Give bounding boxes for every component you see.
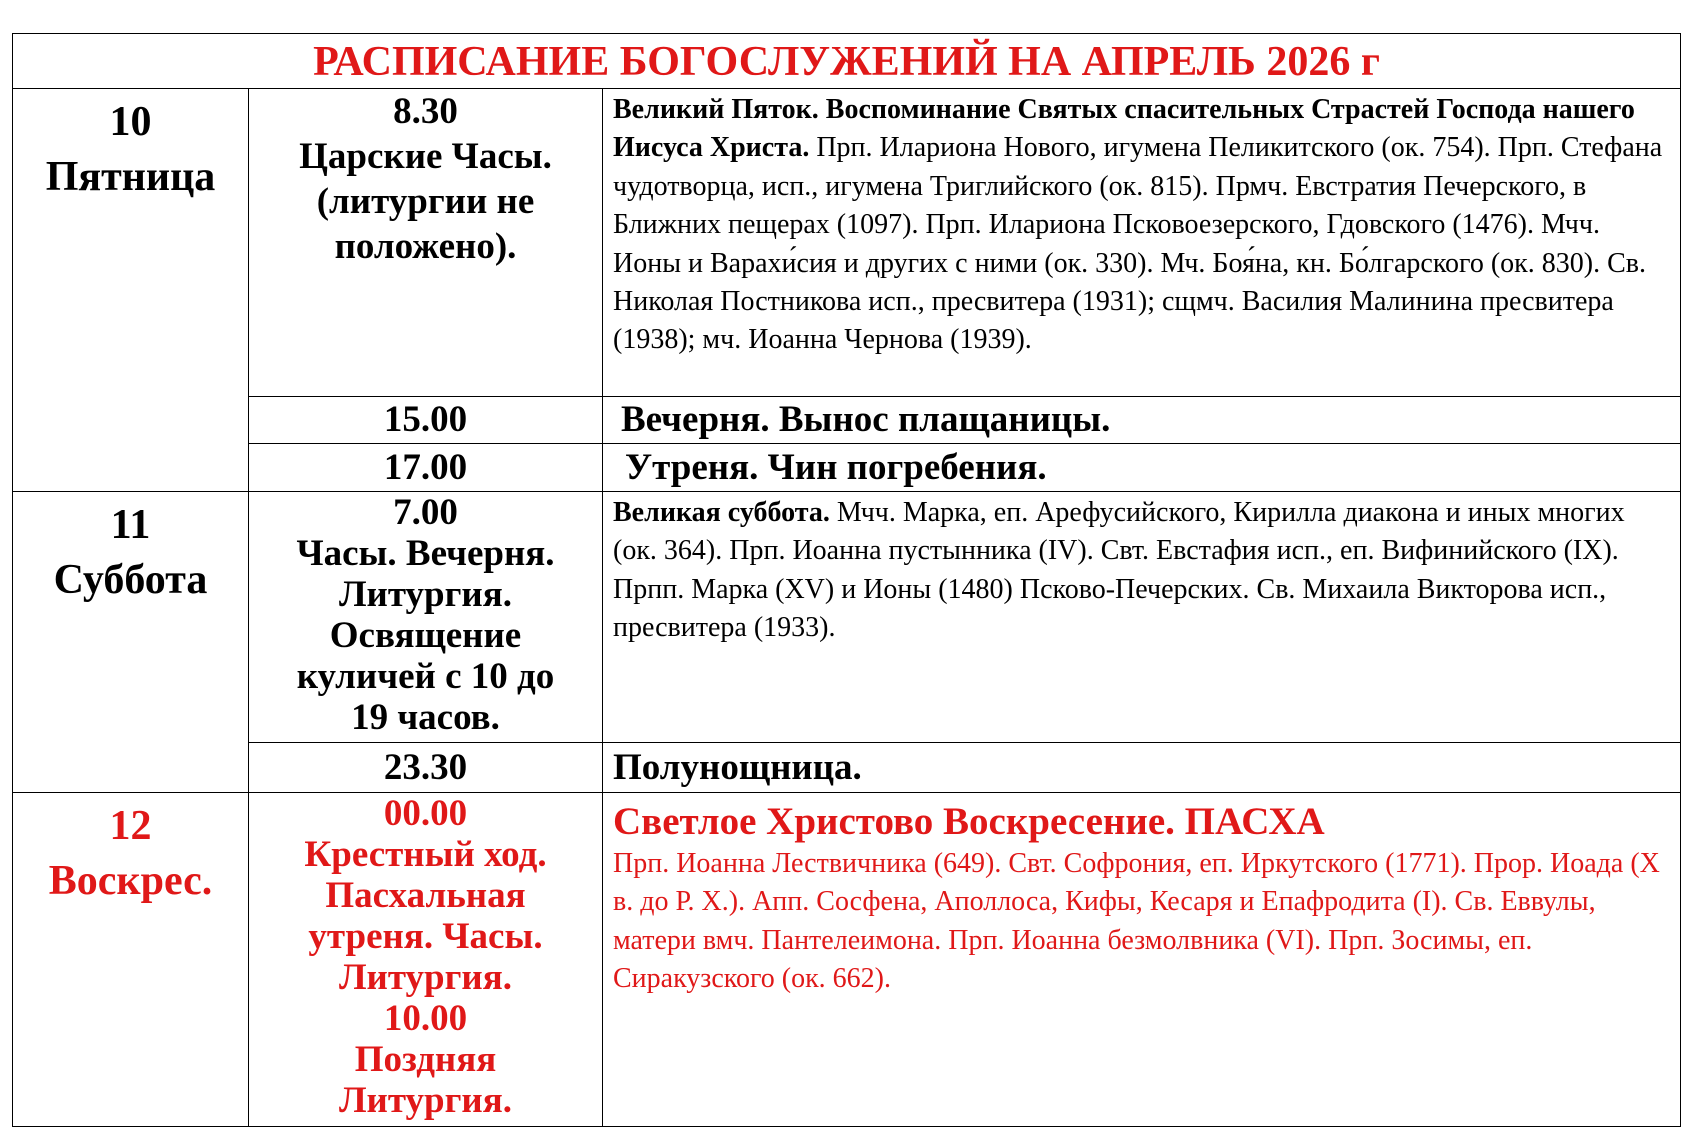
saints-commemoration: Прп. Илариона Нового, игумена Пеликитского (ок. 754). Прп. Стефана чудотворца, исп., игумена Триглийского (ок. 815). Прмч. Евстратия Печерского, в Ближних пещерах (1097). Прп. Илариона Псковоезерского, Гдовского (1476). Мчч. Ионы и Варахи́сия и других с ними (ок. 330). Мч. Боя́на, кн. Бо́лгарского (ок. 830). Св. Николая Постникова исп., пресвитера (1931); сщмч. Василия Малинина пресвитера (1938); мч. Иоанна Чернова (1939). — [613, 132, 1663, 356]
day-weekday: Воскрес. — [48, 858, 213, 904]
service-line: Литургия. — [338, 957, 513, 998]
service-time: 7.00 — [393, 492, 458, 533]
schedule-title: РАСПИСАНИЕ БОГОСЛУЖЕНИЙ НА АПРЕЛЬ 2026 г — [13, 34, 1681, 89]
feast-title: Великая суббота. — [613, 497, 830, 528]
day-cell — [13, 492, 249, 793]
day-date: 10 — [109, 99, 152, 145]
day-weekday: Пятница — [45, 154, 216, 200]
saints-commemoration: Прп. Иоанна Лествичника (649). Свт. Софрония, еп. Иркутского (1771). Прор. Иоада (X в. до Р. Х.). Апп. Сосфена, Аполлоса, Кифы, Кесаря и Епафродита (I). Св. Еввулы, матери вмч. Пантелеимона. Прп. Иоанна безмолвника (VI). Прп. Зосимы, еп. Сиракузского (ок. 662). — [613, 848, 1660, 995]
time-cell — [249, 89, 603, 397]
service-time: 17.00 — [249, 444, 603, 492]
table-row — [13, 743, 1681, 793]
service-line: Освящение — [329, 615, 522, 656]
table-row — [13, 793, 1681, 1127]
day-weekday: Суббота — [53, 557, 208, 603]
saints-commemoration: Мчч. Марка, еп. Арефусийского, Кирилла диакона и иных многих (ок. 364). Прп. Иоанна пустынника (IV). Свт. Евстафия исп., еп. Вифинийского (IX). Прпп. Марка (XV) и Ионы (1480) Псково-Печерских. Св. Михаила Викторова исп., пресвитера (1933). — [613, 497, 1625, 644]
service-line: Поздняя — [354, 1039, 497, 1080]
service-name: Полунощница. — [603, 743, 1681, 793]
service-name: Утреня. Чин погребения. — [603, 444, 1681, 492]
time-cell — [249, 492, 603, 743]
service-line: 19 часов. — [351, 697, 500, 738]
day-date: 11 — [110, 502, 151, 548]
service-line: Часы. Вечерня. — [296, 533, 555, 574]
service-time: 23.30 — [249, 743, 603, 793]
service-line: Литургия. — [338, 574, 513, 615]
time-cell — [249, 793, 603, 1127]
description-cell — [603, 793, 1681, 1127]
table-row — [13, 397, 1681, 444]
description-cell — [603, 492, 1681, 743]
day-cell — [13, 793, 249, 1127]
table-row — [13, 492, 1681, 743]
service-line: Царские Часы. — [299, 136, 552, 177]
table-row — [13, 444, 1681, 492]
service-line: куличей с 10 до — [296, 656, 555, 697]
service-time: 10.00 — [383, 998, 468, 1039]
service-time: 00.00 — [383, 793, 468, 834]
feast-title: Светлое Христово Воскресение. ПАСХА — [613, 800, 1325, 843]
description-cell — [603, 89, 1681, 397]
feast-title: Великий Пяток. Воспоминание Святых спасительных Страстей Господа нашего Иисуса Христа. — [613, 94, 1635, 164]
service-line: положено). — [334, 226, 517, 267]
service-time: 15.00 — [249, 397, 603, 444]
schedule-table — [12, 33, 1681, 1127]
service-line: Литургия. — [338, 1080, 513, 1121]
day-date: 12 — [109, 803, 152, 849]
service-line: (литургии не — [316, 181, 535, 222]
service-line: утреня. Часы. — [308, 916, 543, 957]
table-row — [13, 89, 1681, 397]
service-line: Пасхальная — [325, 875, 526, 916]
schedule-sheet — [12, 33, 1680, 1125]
service-name: Вечерня. Вынос плащаницы. — [603, 397, 1681, 444]
service-time: 8.30 — [393, 91, 458, 132]
day-cell — [13, 89, 249, 492]
title-row — [13, 34, 1681, 89]
service-line: Крестный ход. — [304, 834, 547, 875]
